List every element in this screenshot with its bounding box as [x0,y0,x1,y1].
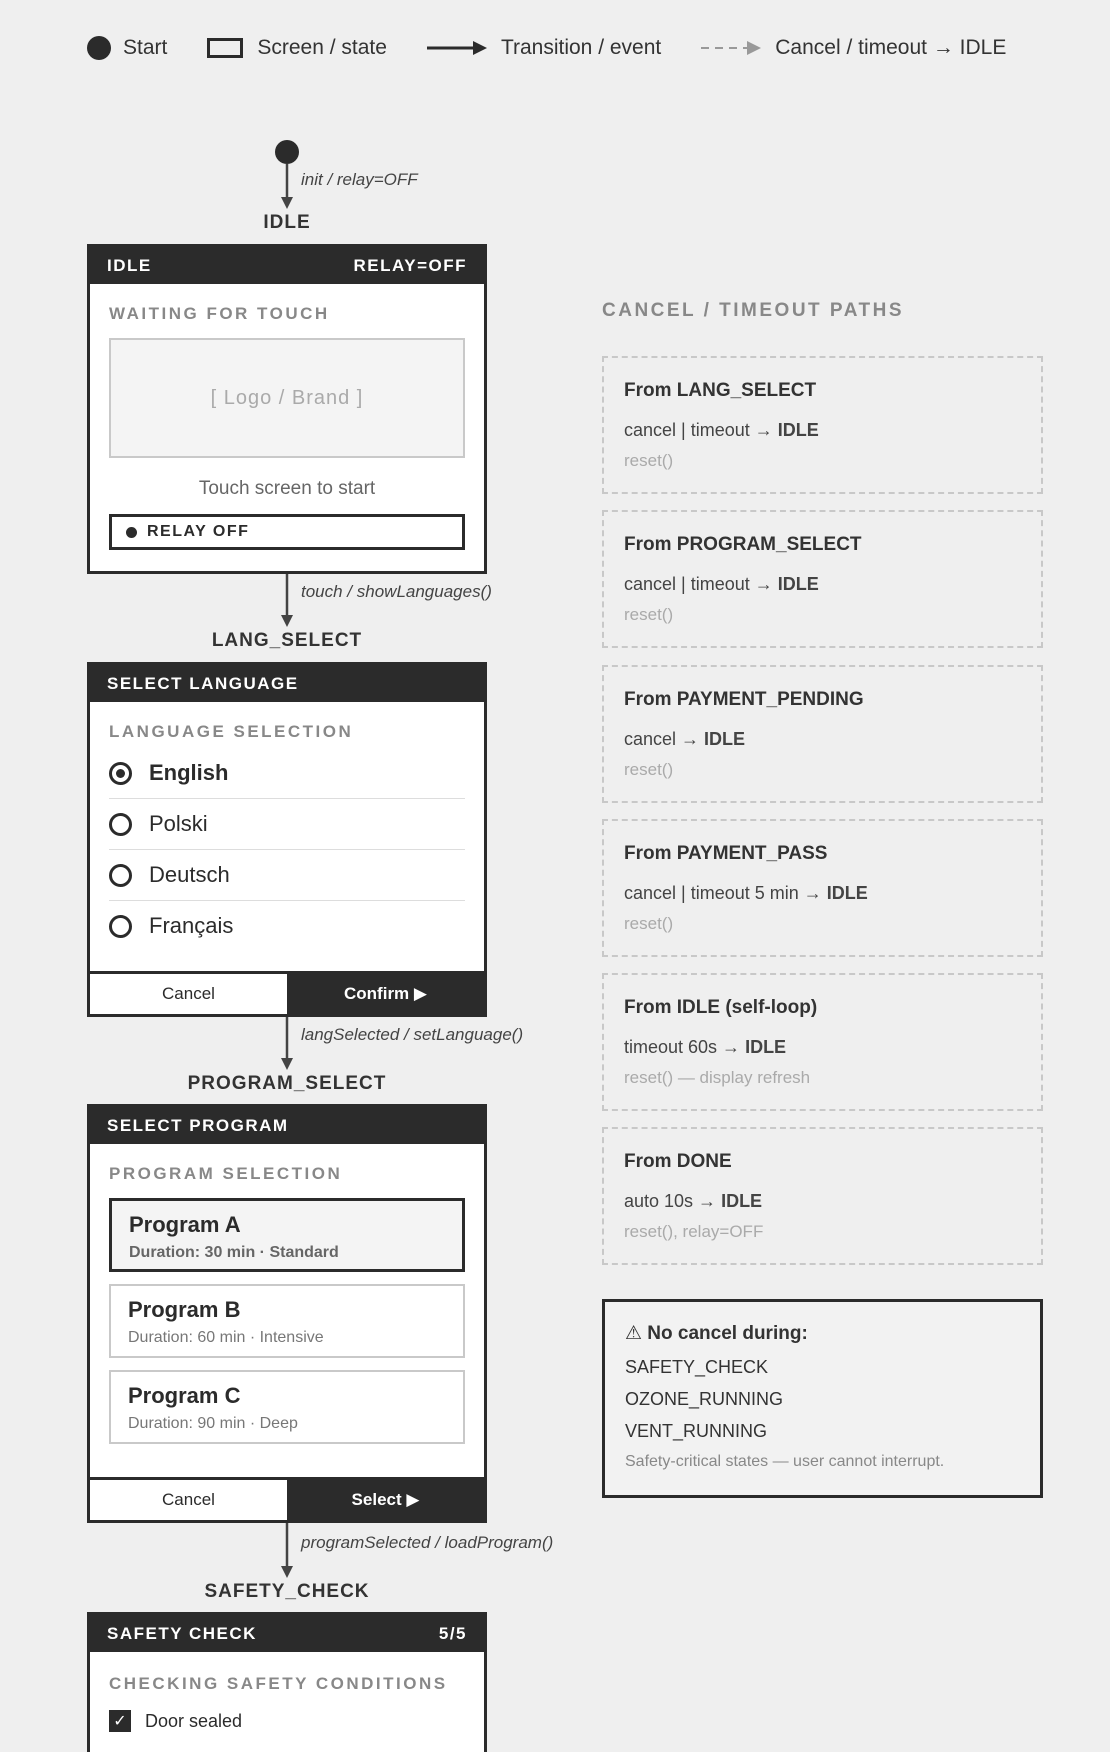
idle-screen-header [90,247,484,284]
language-screen [87,662,487,1017]
program-desc: Duration: 90 min · Deep [128,1415,298,1432]
program-footer [90,1477,484,1520]
relay-indicator [109,514,465,550]
cancel-path-action: reset() [624,760,674,779]
cancel-path-action: reset() [624,605,674,624]
cancel-path-events: auto 10s → IDLE [624,1191,763,1211]
program-desc: Duration: 30 min · Standard [129,1244,339,1261]
program-card-c[interactable] [109,1370,465,1444]
language-section-title: LANGUAGE SELECTION [109,722,354,741]
cancel-path-payment-pending [602,665,1043,803]
touch-arrow-icon [277,574,297,628]
program-section-title: PROGRAM SELECTION [109,1164,343,1183]
start-node [275,140,299,164]
program-card-b[interactable] [109,1284,465,1358]
safety-progress: 5/5 [438,1623,467,1643]
program-screen-header [90,1107,484,1144]
state-lang-select-label: LANG_SELECT [211,630,363,651]
relay-indicator-label: RELAY OFF [147,523,250,540]
language-screen-header [90,665,484,702]
language-option-francais[interactable] [109,901,465,951]
edge-touch-label: touch / showLanguages() [301,582,492,601]
language-option-label: Français [149,913,234,938]
start-node-icon [87,36,111,60]
lang-arrow-icon [277,1017,297,1071]
cancel-path-action: reset() [624,914,674,933]
cancel-path-title: From PAYMENT_PENDING [624,689,864,710]
legend-screen [207,36,387,60]
dashed-arrow-icon [701,38,761,58]
cancel-path-lang-select [602,356,1043,494]
radio-icon[interactable] [109,813,132,836]
program-name: Program B [128,1297,241,1322]
no-cancel-title: ⚠ No cancel during: [625,1323,808,1344]
language-option-english[interactable] [109,748,465,799]
relay-status: RELAY=OFF [353,255,467,275]
program-name: Program A [129,1212,241,1237]
safety-screen-header [90,1615,484,1652]
idle-screen-title: IDLE [107,255,152,275]
cancel-path-done [602,1127,1043,1265]
language-option-deutsch[interactable] [109,850,465,901]
program-screen [87,1104,487,1523]
legend-start-label: Start [123,36,168,59]
idle-screen [87,244,487,574]
legend-screen-label: Screen / state [257,36,387,59]
language-screen-title: SELECT LANGUAGE [107,673,299,693]
state-program-select-label: PROGRAM_SELECT [187,1073,387,1094]
confirm-button[interactable]: Confirm ▶ [287,974,484,1014]
legend-transition-label: Transition / event [500,36,662,59]
cancel-path-title: From PROGRAM_SELECT [624,534,862,555]
state-idle-label: IDLE [263,212,311,233]
cancel-path-events: cancel | timeout → IDLE [624,420,819,440]
cancel-path-payment-pass [602,819,1043,957]
radio-selected-icon[interactable] [109,762,132,785]
cancel-path-events: cancel | timeout 5 min → IDLE [624,883,868,903]
language-option-label: Polski [149,811,208,836]
cancel-path-title: From IDLE (self-loop) [624,997,818,1018]
no-cancel-note: Safety-critical states — user cannot interrupt. [625,1453,945,1470]
legend-cancel-label: Cancel / timeout → IDLE [775,36,1007,59]
program-card-a[interactable] [109,1198,465,1272]
language-footer [90,971,484,1014]
select-button[interactable]: Select ▶ [287,1480,484,1520]
logo-placeholder: [ Logo / Brand ] [109,338,465,458]
solid-arrow-icon [427,38,487,58]
edge-program-label: programSelected / loadProgram() [301,1533,554,1552]
touch-prompt[interactable]: Touch screen to start [198,478,376,499]
language-option-label: English [149,760,229,785]
radio-icon[interactable] [109,864,132,887]
legend-cancel [701,36,1006,60]
program-name: Program C [128,1383,241,1408]
program-desc: Duration: 60 min · Intensive [128,1329,324,1346]
safety-screen-title: SAFETY CHECK [107,1623,257,1643]
cancel-button[interactable]: Cancel [90,1480,287,1520]
safety-screen [87,1612,487,1752]
cancel-path-action: reset() — display refresh [624,1068,811,1087]
cancel-path-title: From DONE [624,1151,732,1172]
cancel-path-title: From PAYMENT_PASS [624,843,828,864]
legend-start [87,36,167,60]
no-cancel-box [602,1299,1043,1498]
cancel-path-events: timeout 60s → IDLE [624,1037,787,1057]
relay-dot-icon [126,527,137,538]
edge-lang-label: langSelected / setLanguage() [301,1025,524,1044]
cancel-path-events: cancel | timeout → IDLE [624,574,819,594]
screen-box-icon [207,38,243,58]
no-cancel-state: OZONE_RUNNING [625,1389,784,1409]
cancel-path-title: From LANG_SELECT [624,380,817,401]
idle-section-title: WAITING FOR TOUCH [109,304,330,323]
cancel-path-events: cancel → IDLE [624,729,746,749]
legend-transition [427,36,661,60]
cancel-path-action: reset(), relay=OFF [624,1222,764,1241]
safety-check-door [109,1710,465,1732]
program-arrow-icon [277,1523,297,1579]
radio-icon[interactable] [109,915,132,938]
edge-init-label: init / relay=OFF [301,170,418,189]
no-cancel-state: VENT_RUNNING [625,1421,768,1441]
cancel-paths-title: CANCEL / TIMEOUT PATHS [602,300,904,321]
init-arrow-icon [277,164,297,210]
program-screen-title: SELECT PROGRAM [107,1115,289,1135]
legend [87,30,1046,66]
language-option-label: Deutsch [149,862,230,887]
cancel-path-action: reset() [624,451,674,470]
cancel-path-program-select [602,510,1043,648]
state-safety-check-label: SAFETY_CHECK [204,1581,370,1602]
safety-check-label: Door sealed [145,1710,243,1731]
checkmark-icon: ✓ [109,1710,131,1732]
no-cancel-state: SAFETY_CHECK [625,1357,769,1377]
language-option-polski[interactable] [109,799,465,850]
safety-section-title: CHECKING SAFETY CONDITIONS [109,1674,448,1693]
cancel-path-idle-self-loop [602,973,1043,1111]
cancel-button[interactable]: Cancel [90,974,287,1014]
